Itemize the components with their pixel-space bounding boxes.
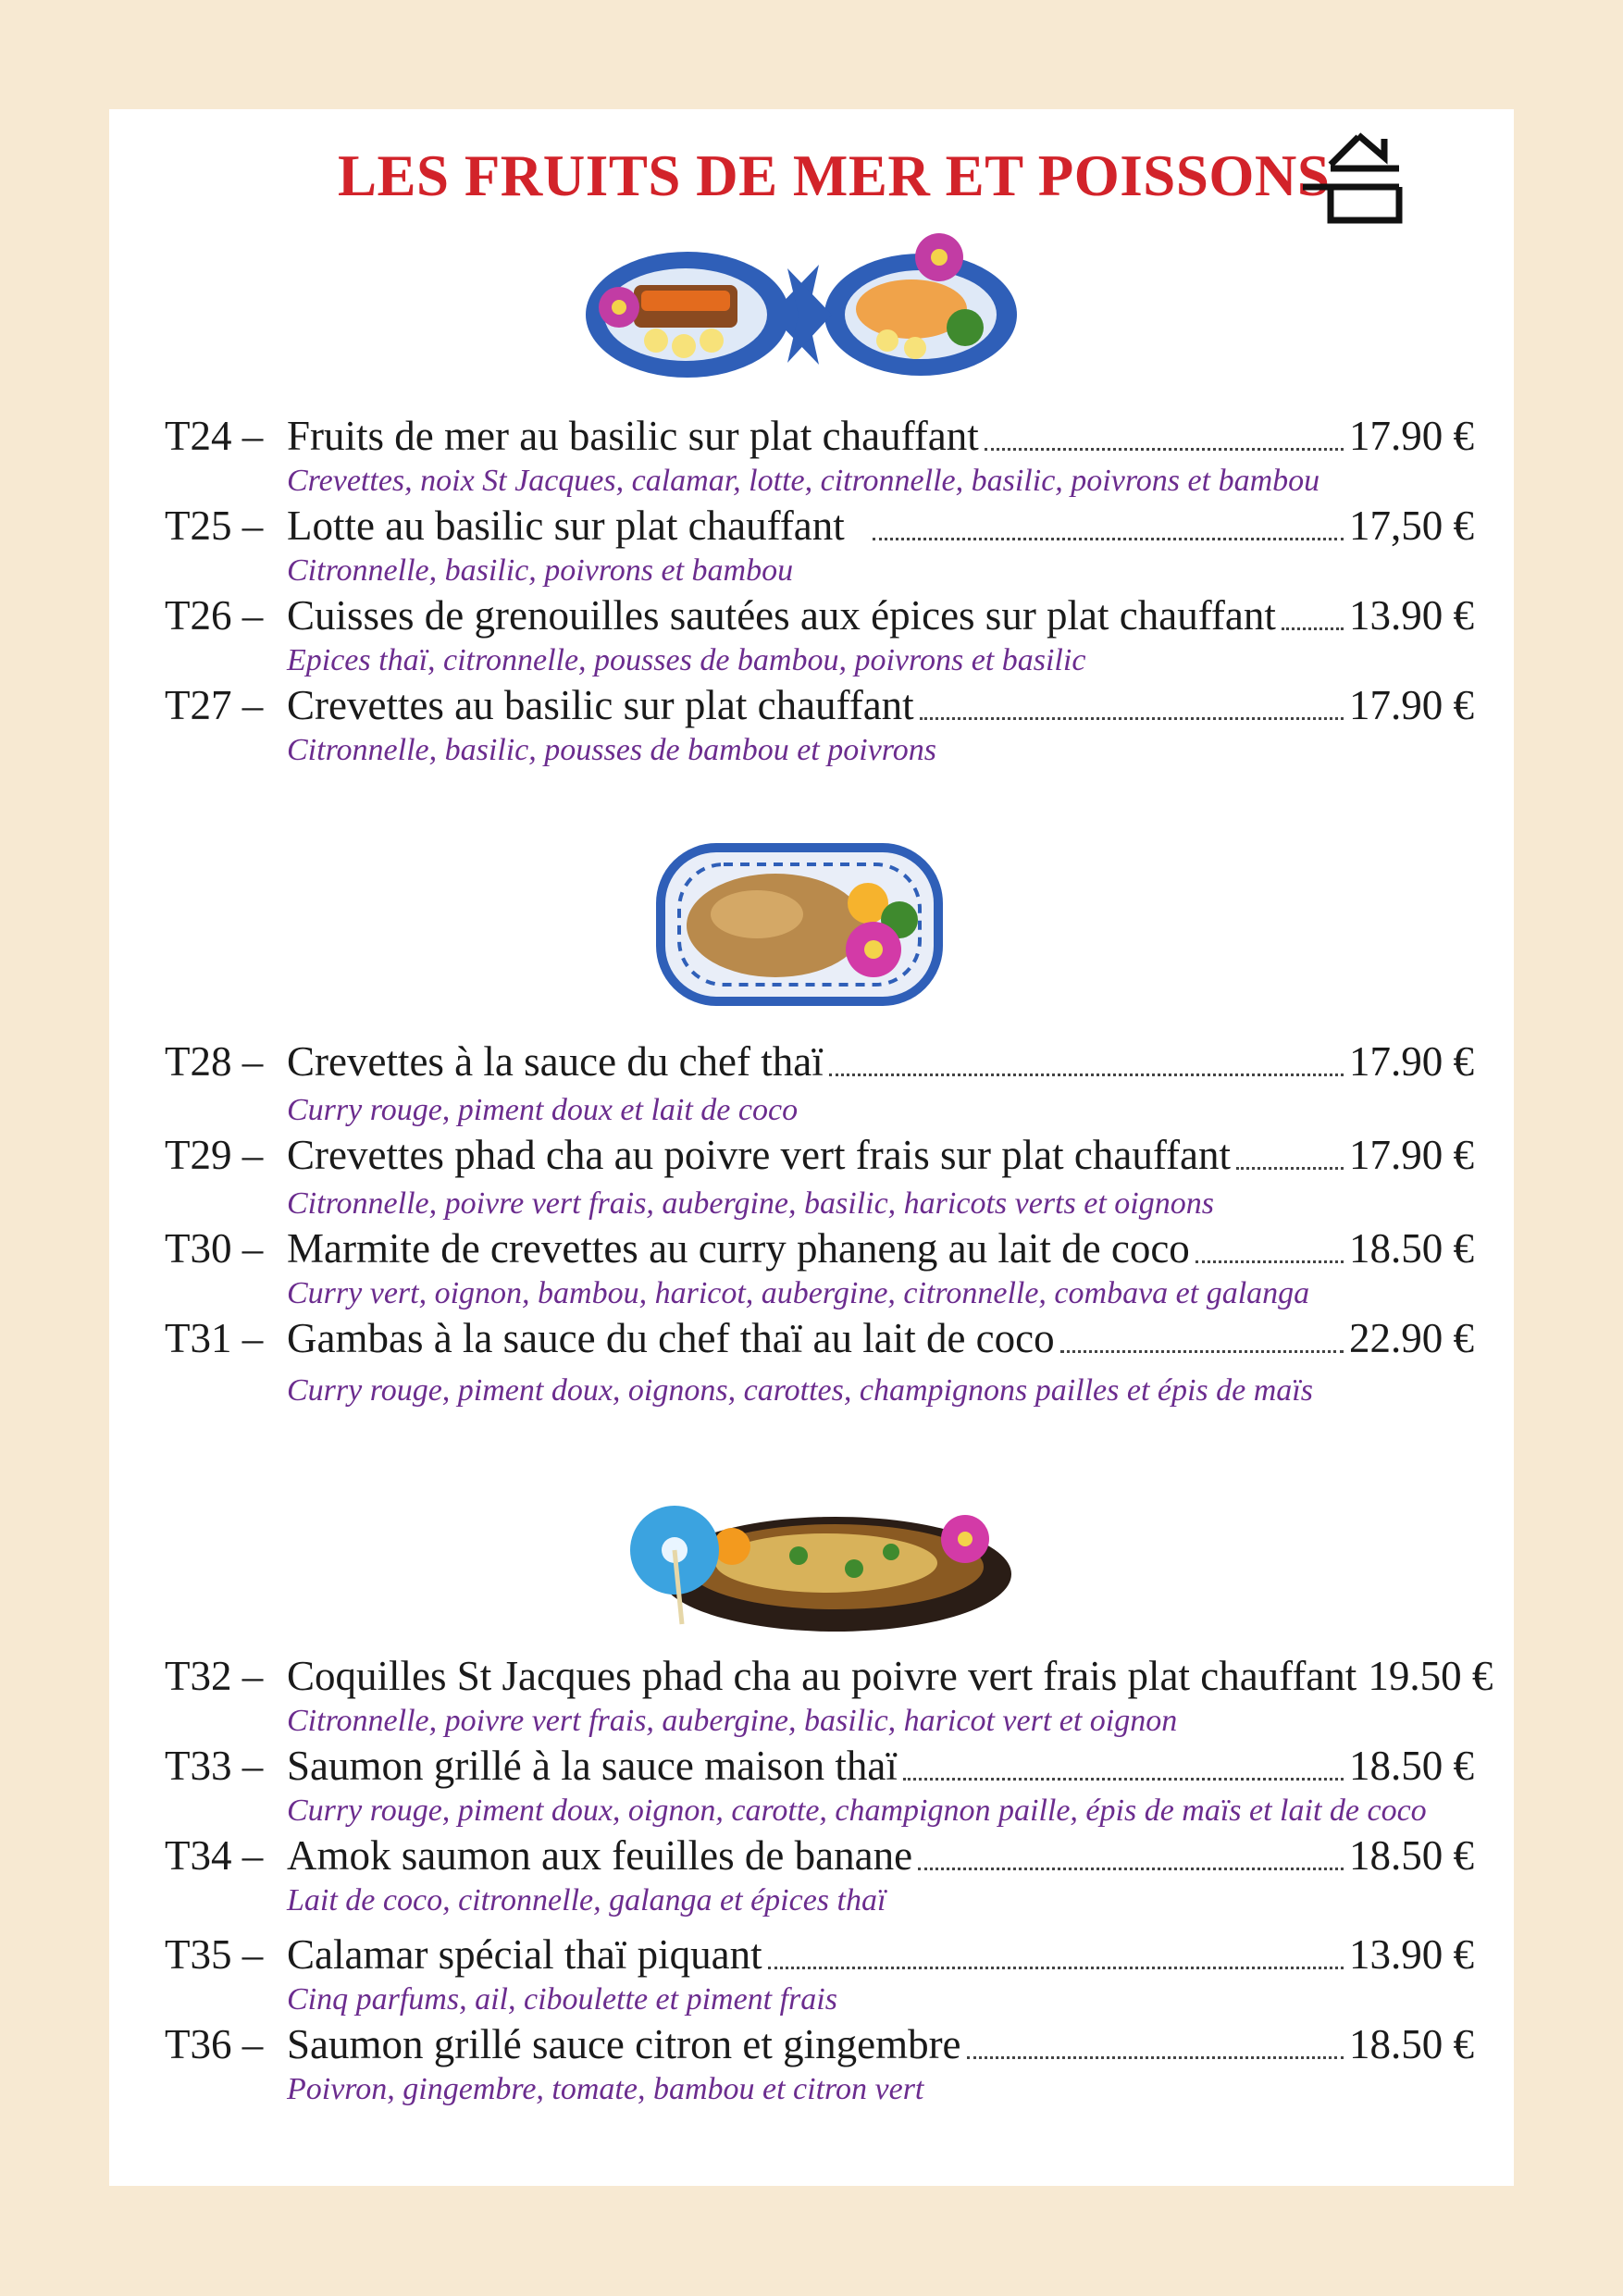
item-price: 19.50 € (1368, 1653, 1493, 1699)
item-description: Crevettes, noix St Jacques, calamar, lotte, citronnelle, basilic, poivrons et bambou (287, 464, 1320, 498)
item-price: 18.50 € (1349, 1225, 1474, 1272)
item-name: Gambas à la sauce du chef thaï au lait de coco (287, 1315, 1055, 1361)
item-description: Curry rouge, piment doux, oignons, carottes, champignons pailles et épis de maïs (287, 1373, 1313, 1408)
item-name: Saumon grillé sauce citron et gingembre (287, 2021, 961, 2067)
menu-item (165, 411, 1474, 501)
menu-item (165, 680, 1474, 770)
leader-dots (1236, 1167, 1344, 1170)
item-name: Crevettes au basilic sur plat chauffant (287, 682, 914, 728)
item-description: Cinq parfums, ail, ciboulette et piment frais (287, 1982, 837, 2017)
menu-item (165, 1651, 1493, 1741)
item-name: Amok saumon aux feuilles de banane (287, 1832, 913, 1879)
item-description: Poivron, gingembre, tomate, bambou et citron vert (287, 2072, 924, 2106)
item-price: 13.90 € (1349, 1931, 1474, 1978)
item-name: Crevettes phad cha au poivre vert frais sur plat chauffant (287, 1132, 1232, 1178)
item-code: T28 – (165, 1038, 264, 1085)
house-logo-icon (1303, 128, 1414, 230)
menu-item (165, 1741, 1474, 1831)
item-code: T30 – (165, 1225, 264, 1272)
item-code: T26 – (165, 592, 264, 639)
item-price: 17,50 € (1349, 503, 1474, 549)
menu-item (165, 1930, 1474, 2019)
item-name: Calamar spécial thaï piquant (287, 1931, 762, 1978)
leader-dots (1060, 1350, 1344, 1353)
item-code: T34 – (165, 1832, 264, 1879)
leader-dots (903, 1778, 1344, 1781)
menu-item (165, 1831, 1474, 1920)
item-description: Curry vert, oignon, bambou, haricot, aubergine, citronnelle, combava et galanga (287, 1276, 1310, 1310)
leader-dots (920, 717, 1344, 720)
leader-dots (829, 1074, 1344, 1076)
leader-dots (985, 448, 1344, 451)
item-code: T24 – (165, 413, 264, 459)
leader-dots (768, 1967, 1344, 1969)
item-price: 18.50 € (1349, 2021, 1474, 2067)
menu-item (165, 1223, 1474, 1313)
menu-section-3 (165, 1651, 1493, 2109)
item-description: Citronnelle, basilic, pousses de bambou et poivrons (287, 733, 936, 767)
item-price: 17.90 € (1349, 1132, 1474, 1178)
item-price: 17.90 € (1349, 682, 1474, 728)
item-description: Citronnelle, basilic, poivrons et bambou (287, 553, 794, 588)
item-description: Lait de coco, citronnelle, galanga et épices thaï (287, 1883, 886, 1917)
item-description: Citronnelle, poivre vert frais, aubergine, basilic, haricots verts et oignons (287, 1186, 1214, 1221)
item-code: T33 – (165, 1743, 264, 1789)
leader-dots (918, 1868, 1344, 1870)
item-code: T35 – (165, 1931, 264, 1978)
leader-dots (1196, 1260, 1344, 1263)
menu-item (165, 590, 1474, 680)
menu-item (165, 501, 1474, 590)
item-code: T32 – (165, 1653, 264, 1699)
item-name: Fruits de mer au basilic sur plat chauffant (287, 413, 979, 459)
leader-dots (873, 538, 1344, 540)
item-name: Saumon grillé à la sauce maison thaï (287, 1743, 898, 1789)
menu-item (165, 1313, 1474, 1410)
item-code: T25 – (165, 503, 264, 549)
page-title: LES FRUITS DE MER ET POISSONS (338, 143, 1331, 208)
item-name: Crevettes à la sauce du chef thaï (287, 1038, 824, 1085)
leader-dots (1282, 627, 1344, 630)
menu-page (109, 109, 1514, 2186)
item-price: 17.90 € (1349, 1038, 1474, 1085)
item-price: 17.90 € (1349, 413, 1474, 459)
fried-shrimp-plate-icon (655, 840, 951, 1016)
menu-section-1 (165, 411, 1474, 770)
item-name: Cuisses de grenouilles sautées aux épices sur plat chauffant (287, 592, 1276, 639)
leader-dots (967, 2056, 1344, 2059)
item-price: 22.90 € (1349, 1315, 1474, 1361)
menu-item (165, 1036, 1474, 1130)
menu-item (165, 2019, 1474, 2109)
item-code: T29 – (165, 1132, 264, 1178)
item-description: Citronnelle, poivre vert frais, aubergine, basilic, haricot vert et oignon (287, 1704, 1178, 1738)
item-description: Epices thaï, citronnelle, pousses de bambou, poivrons et basilic (287, 643, 1086, 677)
item-code: T27 – (165, 682, 264, 728)
item-name: Marmite de crevettes au curry phaneng au lait de coco (287, 1225, 1190, 1272)
sizzling-plate-icon (613, 1485, 1021, 1643)
item-code: T36 – (165, 2021, 264, 2067)
item-price: 18.50 € (1349, 1743, 1474, 1789)
item-price: 18.50 € (1349, 1832, 1474, 1879)
item-name: Lotte au basilic sur plat chauffant (287, 503, 845, 549)
menu-section-2 (165, 1036, 1474, 1410)
item-price: 13.90 € (1349, 592, 1474, 639)
menu-item (165, 1130, 1474, 1223)
item-name: Coquilles St Jacques phad cha au poivre vert frais plat chauffant (287, 1653, 1357, 1699)
item-description: Curry rouge, piment doux, oignon, carotte, champignon paille, épis de maïs et lait de coco (287, 1793, 1427, 1828)
fish-shaped-plates-icon (576, 218, 1030, 403)
item-description: Curry rouge, piment doux et lait de coco (287, 1093, 799, 1127)
item-code: T31 – (165, 1315, 264, 1361)
